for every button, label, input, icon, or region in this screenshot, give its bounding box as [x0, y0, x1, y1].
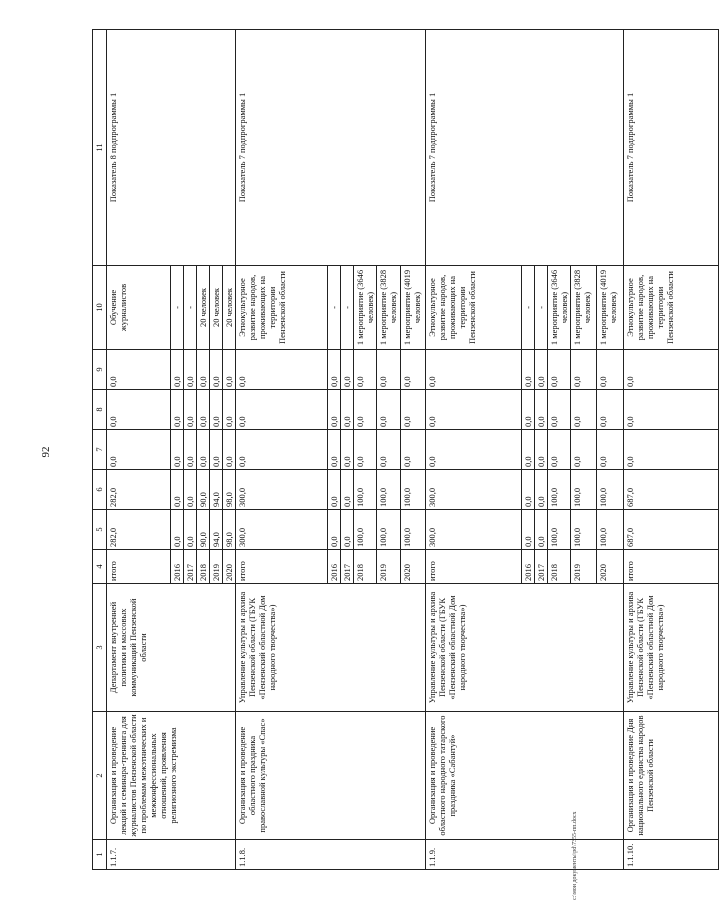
result-cell: 20 человек: [197, 266, 210, 350]
column-number: 8: [93, 390, 107, 430]
result-cell: -: [522, 266, 535, 350]
year-cell: 2019: [571, 550, 597, 584]
year-cell: 2018: [197, 550, 210, 584]
year-cell: 2017: [535, 550, 548, 584]
result-cell: Этнокультурное развитие народов, проживающих на территории Пензенской области: [426, 266, 522, 350]
year-cell: 2017: [184, 550, 197, 584]
item-indicator: Показатель 7 подпрограммы 1: [426, 30, 624, 266]
value-cell: 0,0: [522, 390, 535, 430]
item-number: 1.1.10.: [624, 840, 719, 870]
value-cell: 0,0: [535, 430, 548, 470]
column-number: 2: [93, 712, 107, 840]
item-name: Организация и проведение Дня национального единства народов Пензенской области: [624, 712, 719, 840]
result-cell: 1 мероприятие (3646 человек): [548, 266, 571, 350]
year-cell: 2019: [210, 550, 223, 584]
value-cell: 687,0: [624, 470, 719, 510]
result-cell: -: [328, 266, 341, 350]
value-cell: 0,0: [223, 430, 236, 470]
year-cell: 2019: [377, 550, 401, 584]
value-cell: 0,0: [184, 470, 197, 510]
year-cell: итого: [624, 550, 719, 584]
value-cell: 0,0: [197, 350, 210, 390]
file-path-footer: c:\мои документы\pd\7355-пп.docx: [572, 811, 578, 900]
year-cell: 2020: [401, 550, 426, 584]
value-cell: 90,0: [197, 470, 210, 510]
value-cell: 0,0: [328, 430, 341, 470]
year-cell: 2020: [597, 550, 624, 584]
value-cell: 0,0: [377, 350, 401, 390]
value-cell: 0,0: [171, 390, 184, 430]
program-table: [92, 29, 719, 870]
table-row: [624, 30, 719, 870]
value-cell: 100,0: [401, 510, 426, 550]
item-name: Организация и проведение областного праздника православной культуры «Спас»: [236, 712, 426, 840]
value-cell: 0,0: [401, 350, 426, 390]
value-cell: 0,0: [197, 430, 210, 470]
value-cell: 0,0: [184, 350, 197, 390]
item-indicator: Показатель 7 подпрограммы 1: [236, 30, 426, 266]
result-cell: 1 мероприятие (4019 человек): [597, 266, 624, 350]
value-cell: 0,0: [624, 390, 719, 430]
item-name: Организация и проведение областного народного татарского праздника «Сабантуй»: [426, 712, 624, 840]
value-cell: 0,0: [401, 390, 426, 430]
column-number: 7: [93, 430, 107, 470]
value-cell: 300,0: [426, 510, 522, 550]
value-cell: 100,0: [377, 470, 401, 510]
value-cell: 0,0: [426, 350, 522, 390]
column-number: 6: [93, 470, 107, 510]
value-cell: 0,0: [548, 390, 571, 430]
value-cell: 0,0: [354, 350, 377, 390]
value-cell: 0,0: [535, 350, 548, 390]
column-number: 9: [93, 350, 107, 390]
value-cell: 0,0: [571, 430, 597, 470]
value-cell: 0,0: [377, 390, 401, 430]
value-cell: 0,0: [341, 470, 354, 510]
rotated-table-page: [92, 30, 676, 870]
value-cell: 0,0: [197, 390, 210, 430]
result-cell: 20 человек: [210, 266, 223, 350]
year-cell: 2016: [328, 550, 341, 584]
page-number: 92: [40, 446, 52, 458]
value-cell: 90,0: [197, 510, 210, 550]
value-cell: 0,0: [522, 510, 535, 550]
value-cell: 0,0: [236, 390, 328, 430]
value-cell: 0,0: [171, 470, 184, 510]
value-cell: 0,0: [401, 430, 426, 470]
result-cell: 1 мероприятие (3828 человек): [571, 266, 597, 350]
value-cell: 0,0: [107, 390, 171, 430]
value-cell: 0,0: [107, 430, 171, 470]
value-cell: 100,0: [401, 470, 426, 510]
column-number: 1: [93, 840, 107, 870]
value-cell: 0,0: [426, 430, 522, 470]
year-cell: итого: [107, 550, 171, 584]
value-cell: 100,0: [354, 470, 377, 510]
value-cell: 100,0: [354, 510, 377, 550]
value-cell: 0,0: [107, 350, 171, 390]
value-cell: 0,0: [522, 470, 535, 510]
column-numbers-row: [93, 30, 107, 870]
year-cell: итого: [236, 550, 328, 584]
value-cell: 100,0: [571, 510, 597, 550]
table-row: [107, 30, 171, 870]
column-number: 4: [93, 550, 107, 584]
value-cell: 0,0: [171, 430, 184, 470]
value-cell: 94,0: [210, 510, 223, 550]
value-cell: 0,0: [548, 430, 571, 470]
value-cell: 0,0: [328, 390, 341, 430]
year-cell: 2016: [171, 550, 184, 584]
value-cell: 94,0: [210, 470, 223, 510]
year-cell: 2020: [223, 550, 236, 584]
value-cell: 0,0: [341, 510, 354, 550]
value-cell: 0,0: [571, 390, 597, 430]
column-number: 5: [93, 510, 107, 550]
item-executor: Управление культуры и архива Пензенской области (ГБУК «Пензенский областной Дом народного творчества»): [236, 584, 426, 712]
result-cell: -: [171, 266, 184, 350]
value-cell: 300,0: [426, 470, 522, 510]
value-cell: 0,0: [597, 350, 624, 390]
value-cell: 0,0: [328, 470, 341, 510]
value-cell: 0,0: [210, 430, 223, 470]
value-cell: 0,0: [535, 470, 548, 510]
year-cell: 2017: [341, 550, 354, 584]
value-cell: 98,0: [223, 510, 236, 550]
result-cell: Обучение журналистов: [107, 266, 171, 350]
table-row: [236, 30, 328, 870]
result-cell: 1 мероприятие (3646 человек): [354, 266, 377, 350]
value-cell: 0,0: [624, 430, 719, 470]
result-cell: 1 мероприятие (3828 человек): [377, 266, 401, 350]
value-cell: 0,0: [354, 430, 377, 470]
value-cell: 0,0: [184, 510, 197, 550]
value-cell: 0,0: [328, 350, 341, 390]
year-cell: 2018: [548, 550, 571, 584]
value-cell: 0,0: [624, 350, 719, 390]
item-executor: Управление культуры и архива Пензенской области (ГБУК «Пензенский областной Дом народного творчества»): [624, 584, 719, 712]
value-cell: 0,0: [223, 350, 236, 390]
value-cell: 100,0: [377, 510, 401, 550]
value-cell: 100,0: [597, 470, 624, 510]
value-cell: 0,0: [171, 510, 184, 550]
value-cell: 0,0: [548, 350, 571, 390]
result-cell: 1 мероприятие (4019 человек): [401, 266, 426, 350]
value-cell: 0,0: [535, 510, 548, 550]
value-cell: 0,0: [328, 510, 341, 550]
result-cell: Этнокультурное развитие народов, проживающих на территории Пензенской области: [624, 266, 719, 350]
item-name: Организация и проведение лекций и семинара-тренинга для журналистов Пензенской области по проблемам межэтнических и межконфессиональных отношений, проявления религиозного экстремизма: [107, 712, 236, 840]
year-cell: итого: [426, 550, 522, 584]
year-cell: 2018: [354, 550, 377, 584]
result-cell: 20 человек: [223, 266, 236, 350]
value-cell: 0,0: [184, 390, 197, 430]
column-number: 11: [93, 30, 107, 266]
item-number: 1.1.8.: [236, 840, 426, 870]
value-cell: 100,0: [597, 510, 624, 550]
value-cell: 100,0: [548, 470, 571, 510]
value-cell: 0,0: [522, 350, 535, 390]
value-cell: 0,0: [354, 390, 377, 430]
item-executor: Управление культуры и архива Пензенской области (ГБУК «Пензенский областной Дом народного творчества»): [426, 584, 624, 712]
value-cell: 0,0: [341, 350, 354, 390]
result-cell: -: [341, 266, 354, 350]
value-cell: 0,0: [377, 430, 401, 470]
value-cell: 0,0: [210, 350, 223, 390]
value-cell: 0,0: [171, 350, 184, 390]
value-cell: 0,0: [341, 390, 354, 430]
value-cell: 282,0: [107, 510, 171, 550]
item-indicator: Показатель 7 подпрограммы 1: [624, 30, 719, 266]
value-cell: 0,0: [184, 430, 197, 470]
value-cell: 0,0: [571, 350, 597, 390]
year-cell: 2016: [522, 550, 535, 584]
value-cell: 300,0: [236, 510, 328, 550]
value-cell: 0,0: [210, 390, 223, 430]
value-cell: 100,0: [548, 510, 571, 550]
value-cell: 0,0: [341, 430, 354, 470]
table-row: [426, 30, 522, 870]
value-cell: 282,0: [107, 470, 171, 510]
value-cell: 0,0: [236, 350, 328, 390]
result-cell: -: [535, 266, 548, 350]
value-cell: 0,0: [426, 390, 522, 430]
item-executor: Департамент внутренней политики и массовых коммуникаций Пензенской области: [107, 584, 236, 712]
value-cell: 0,0: [597, 390, 624, 430]
item-number: 1.1.9.: [426, 840, 624, 870]
value-cell: 0,0: [522, 430, 535, 470]
column-number: 3: [93, 584, 107, 712]
value-cell: 98,0: [223, 470, 236, 510]
value-cell: 0,0: [223, 390, 236, 430]
item-indicator: Показатель 8 подпрограммы 1: [107, 30, 236, 266]
value-cell: 100,0: [571, 470, 597, 510]
value-cell: 687,0: [624, 510, 719, 550]
item-number: 1.1.7.: [107, 840, 236, 870]
column-number: 10: [93, 266, 107, 350]
result-cell: -: [184, 266, 197, 350]
value-cell: 0,0: [597, 430, 624, 470]
value-cell: 300,0: [236, 470, 328, 510]
result-cell: Этнокультурное развитие народов, проживающих на территории Пензенской области: [236, 266, 328, 350]
value-cell: 0,0: [236, 430, 328, 470]
value-cell: 0,0: [535, 390, 548, 430]
